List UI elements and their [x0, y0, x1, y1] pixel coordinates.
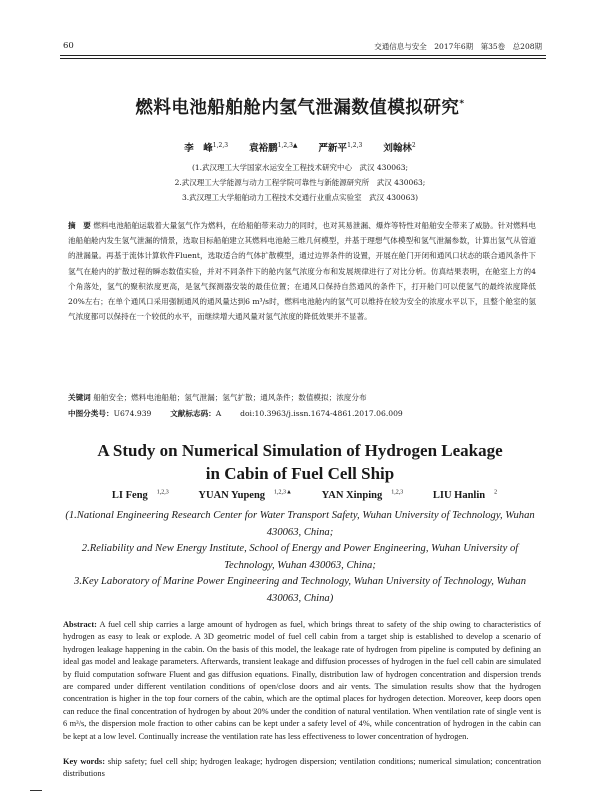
chinese-keywords	[68, 392, 536, 403]
journal-info: 交通信息与安全 2017年6期 第35卷 总208期	[374, 42, 542, 51]
running-header	[0, 41, 600, 55]
english-authors	[0, 489, 600, 501]
abstract-cn-label: 摘 要	[68, 221, 91, 230]
affiliation-en: 3.Key Laboratory of Marine Power Engineering and Technology, Wuhan University of Technology, Wuhan 430063, China)	[73, 576, 527, 604]
abstract-en-text: A fuel cell ship carries a large amount of hydrogen as fuel, which brings threat to safety of the ship owing to characteristics of hydrogen as easy to leak or explode. A 3D geometric model of fuel cell cabin from a target ship is established to develop a scenario of hydrogen leakage happening in the cabin. On the basis of this model, the leakage rate of hydrogen from pipeline is computed by defining an ideal gas model and leakage parameters. Afterwards, transient leakage and diffusion processes of hydrogen in the fuel cell cabin are simulated by fluid computation software Fluent and gas diffusion equations. Finally, distribution law of hydrogen concentration and dispersion trends are compared under different ventilation conditions of open/close doors and air vents. The simulation results show that the hydrogen concentration is higher in the top four corners of the cabin, which are the optimal places for hydrogen detection. Moreover, keep doors open can reduce the final concentration of hydrogen by about 20% under the condition of natural ventilation. When ventilation rate of single vent is 6 m³/s, the dispersion mole fraction to other cabins can be kept under a safety level of 4%, while concentration of hydrogen in the cabin can be kept at a low level. Continually increase the ventilation rate has less effectiveness to lower concentration of hydrogen.	[63, 620, 541, 741]
doi-label: doi:	[240, 409, 255, 418]
author-en: LI Feng $^{1,2,3}$	[111, 489, 169, 501]
author-cn: 李 峰$^{1,2,3}$	[184, 141, 229, 154]
author-cn: 刘翰林$^2$	[383, 141, 416, 154]
author-en: LIU Hanlin $^2$	[432, 489, 498, 501]
english-keywords	[63, 756, 541, 781]
author-cn: 袁裕鹏$^{1,2,3▲}$	[249, 141, 298, 154]
chinese-affiliations	[0, 160, 600, 205]
affiliation-cn: (1.武汉理工大学国家水运安全工程技术研究中心 武汉 430063;	[191, 163, 409, 172]
classification-line	[68, 408, 536, 419]
keywords-en-text: ship safety; fuel cell ship; hydrogen leakage; hydrogen dispersion; ventilation conditions; numerical simulation; concentration distributions	[63, 757, 542, 779]
english-title	[0, 439, 600, 485]
keywords-en-label: Key words:	[63, 757, 105, 766]
chinese-authors	[0, 140, 600, 154]
abstract-en-label: Abstract:	[63, 620, 97, 629]
keywords-cn-text: 船舶安全；燃料电池船舶；氢气泄漏；氢气扩散；通风条件；数值模拟；浓度分布	[93, 393, 367, 402]
author-en: YUAN Yupeng $^{1,2,3▲}$	[198, 489, 292, 501]
keywords-cn-label: 关键词	[68, 393, 91, 402]
english-title-line: A Study on Numerical Simulation of Hydrogen Leakage	[97, 441, 503, 460]
abstract-cn-text: 燃料电池船舶运载着大量氢气作为燃料，在给船舶带来动力的同时，也对其易泄漏、爆炸等特性对船舶安全带来了威胁。针对燃料电池船舶舱内发生氢气泄漏的情景，选取目标船舶建立其燃料电池舱三维几何模型，并基于理想气体模型和氢气泄漏参数，计算出氢气从管道的泄漏量。再基于流体计算软件Fluent，选取适合的气体扩散模型，通过边界条件的设置，开展在舱门开闭和通风口状态的联合通风条件下氢气在舱内的扩散过程的瞬态数值实验，并对不同条件下的舱内氢气浓度分布和发展规律进行了对比分析。仿真结果表明，在舱室上方的4个角落处，氢气的聚积浓度更高，是氢气探测器安装的最佳位置；在通风口保持自然通风的条件下，打开舱门可以使氢气的最终浓度降低20%左右；在单个通风口采用强制通风的通风量达到6 m³/s时，燃料电池舱内的氢气可以维持在较为安全的浓度水平以下，且整个舱室的氢气浓度都可以保持在一个较低的水平，而继续增大通风量对氢气浓度的降低效果并不显著。	[68, 221, 536, 322]
title-footnote-mark: *	[459, 99, 465, 110]
chinese-title	[0, 94, 600, 119]
footnote-rule	[30, 790, 42, 791]
english-abstract	[63, 619, 541, 743]
clc-code: U674.939	[113, 409, 152, 418]
doc-code: A	[215, 409, 222, 418]
page-number: 60	[63, 41, 74, 51]
chinese-abstract	[68, 218, 536, 324]
clc-label: 中图分类号：	[68, 409, 114, 418]
affiliation-cn: 2.武汉理工大学能源与动力工程学院可靠性与新能源研究所 武汉 430063;	[174, 178, 426, 187]
author-en: YAN Xinping $^{1,2,3}$	[321, 489, 404, 501]
english-title-line: in Cabin of Fuel Cell Ship	[205, 464, 395, 483]
affiliation-en: (1.National Engineering Research Center for Water Transport Safety, Wuhan University of Technology, Wuhan 430063, China;	[65, 510, 535, 538]
affiliation-cn: 3.武汉理工大学船舶动力工程技术交通行业重点实验室 武汉 430063)	[181, 193, 419, 202]
doc-code-label: 文献标志码：	[170, 409, 216, 418]
affiliation-en: 2.Reliability and New Energy Institute, School of Energy and Power Engineering, Wuhan University of Technology, Wuhan 430063, China;	[81, 543, 519, 571]
author-cn: 严新平$^{1,2,3}$	[318, 141, 363, 154]
header-rule-bottom	[60, 58, 546, 59]
doi: 10.3963/j.issn.1674-4861.2017.06.009	[254, 409, 403, 418]
english-affiliations	[56, 508, 544, 607]
chinese-title-text: 燃料电池船舶舱内氢气泄漏数值模拟研究	[135, 98, 460, 118]
header-rule-top	[60, 55, 546, 56]
